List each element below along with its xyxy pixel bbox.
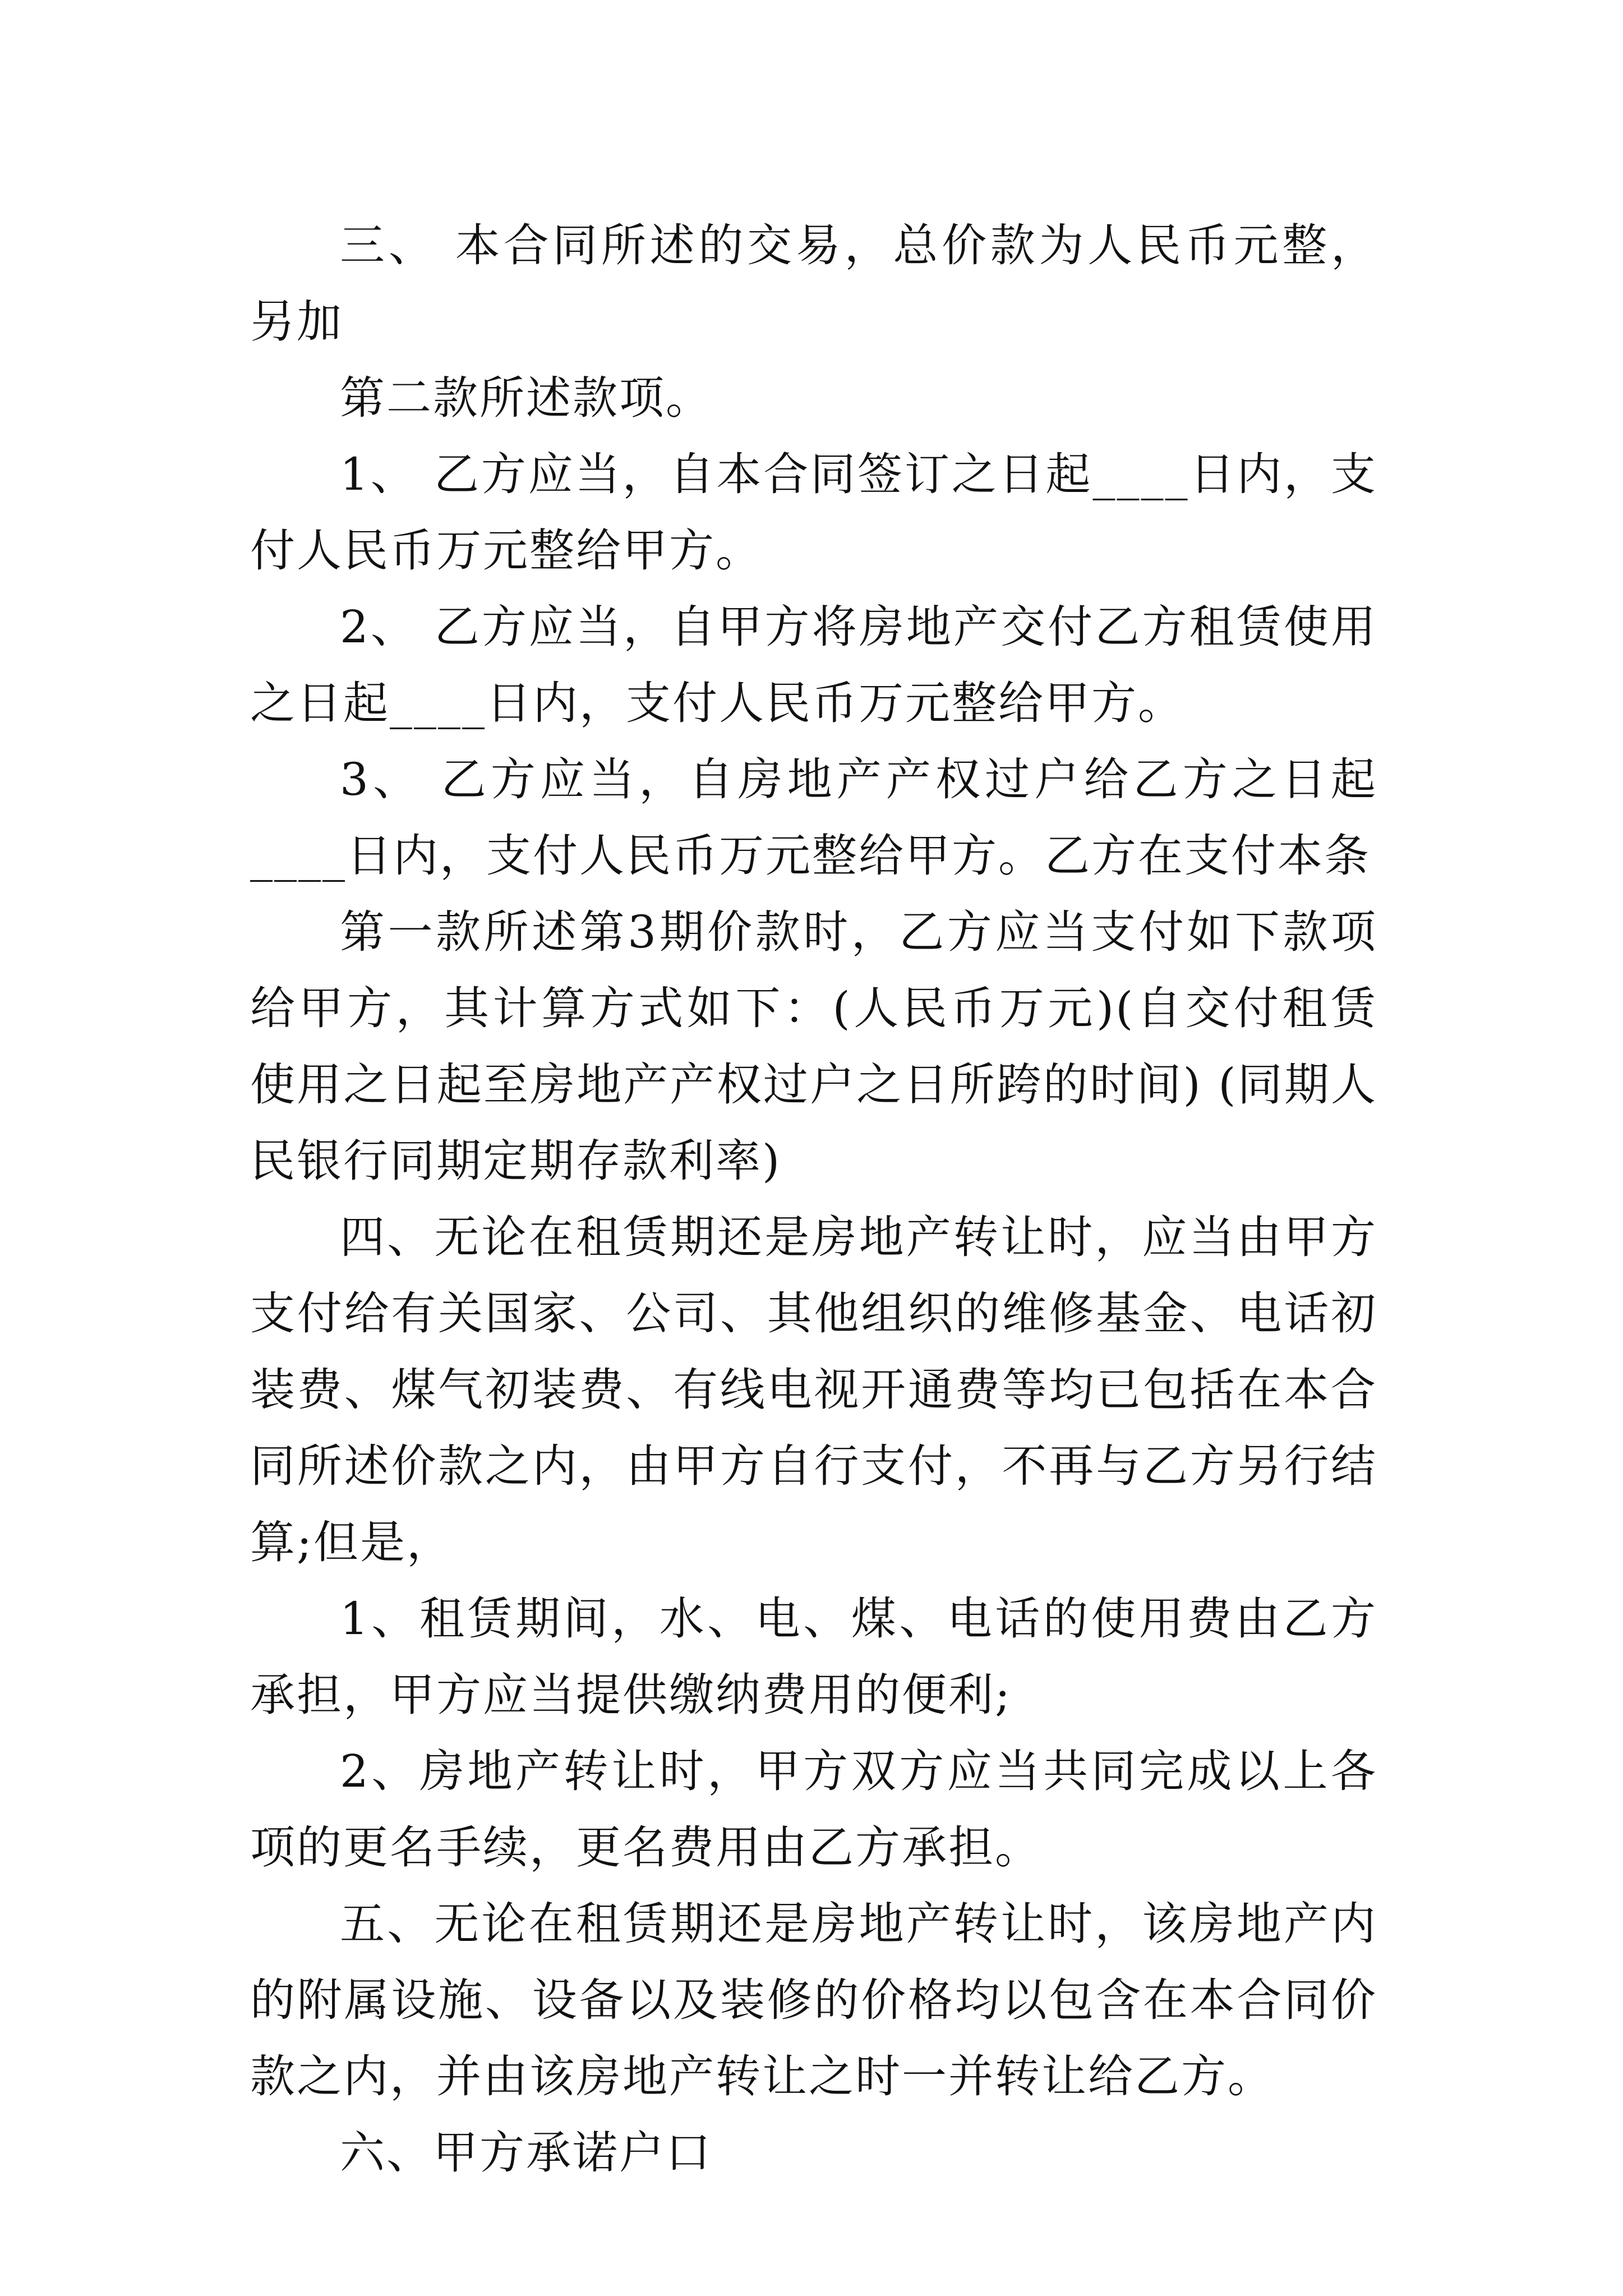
- paragraph-clause-3-cont: 第二款所述款项。: [340, 372, 712, 424]
- paragraph-item-1: 1、 乙方应当，自本合同签订之日起____日内，支付人民币万元整给甲方。: [250, 448, 1377, 577]
- paragraph-clause-6: 六、甲方承诺户口: [340, 2127, 712, 2179]
- paragraph-item-2: 2、 乙方应当，自甲方将房地产交付乙方租赁使用之日起____日内，支付人民币万元整给甲方。: [250, 601, 1377, 729]
- paragraph-clause-4: 四、无论在租赁期还是房地产转让时，应当由甲方支付给有关国家、公司、其他组织的维修基金、电话初装费、煤气初装费、有线电视开通费等均已包括在本合同所述价款之内，由甲方自行支付，不再与乙方另行结算;但是，: [250, 1211, 1377, 1568]
- paragraph-payment-formula: 第一款所述第3期价款时，乙方应当支付如下款项给甲方，其计算方式如下：(人民币万元)(自交付租赁使用之日起至房地产产权过户之日所跨的时间) (同期人民银行同期定期存款利率): [250, 906, 1377, 1187]
- paragraph-item-3: 3、 乙方应当，自房地产产权过户给乙方之日起____日内，支付人民币万元整给甲方。乙方在支付本条: [250, 753, 1377, 882]
- paragraph-clause-4-item-2: 2、房地产转让时，甲方双方应当共同完成以上各项的更名手续，更名费用由乙方承担。: [250, 1745, 1377, 1874]
- paragraph-clause-5: 五、无论在租赁期还是房地产转让时，该房地产内的附属设施、设备以及装修的价格均以包含在本合同价款之内，并由该房地产转让之时一并转让给乙方。: [250, 1898, 1377, 2102]
- paragraph-clause-4-item-1: 1、租赁期间，水、电、煤、电话的使用费由乙方承担，甲方应当提供缴纳费用的便利;: [250, 1593, 1377, 1721]
- paragraph-clause-3: 三、 本合同所述的交易，总价款为人民币元整，另加: [250, 219, 1377, 348]
- document-body: [250, 208, 1377, 2191]
